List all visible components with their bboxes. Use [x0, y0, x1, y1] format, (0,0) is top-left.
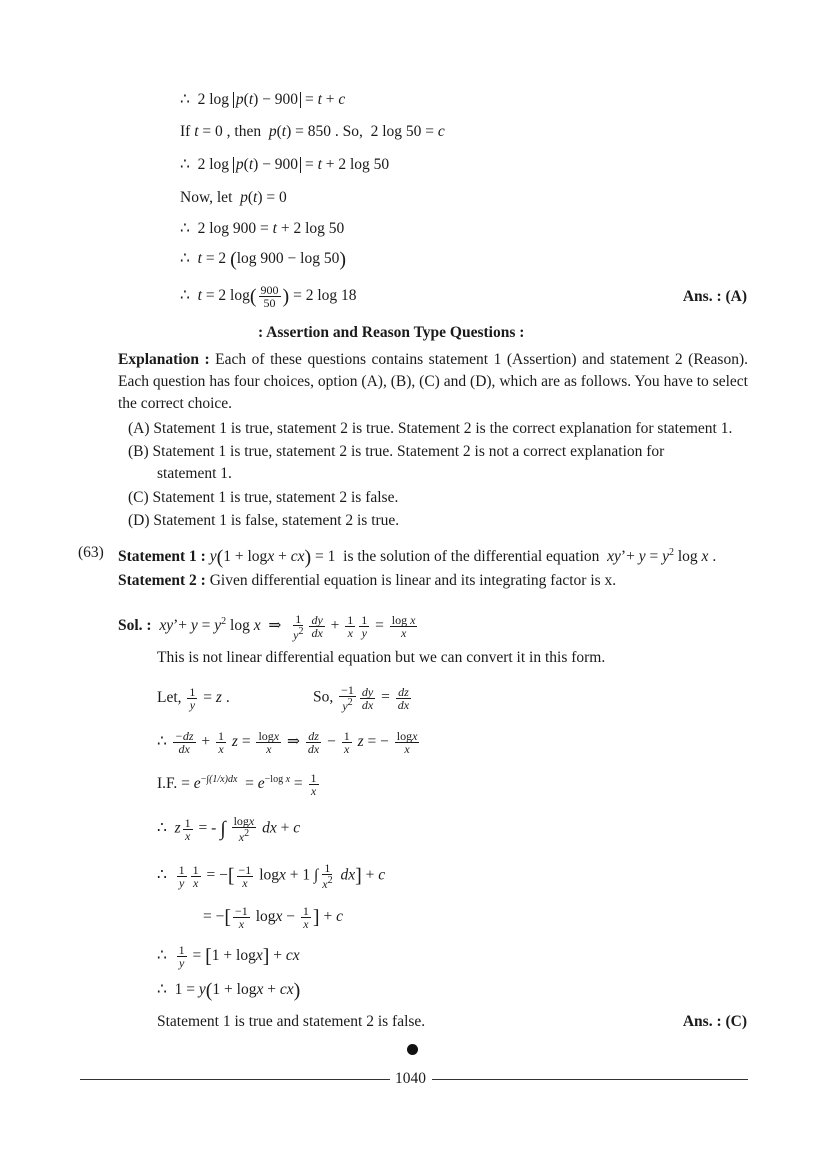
option-d: (D) Statement 1 is false, statement 2 is true. — [128, 512, 400, 529]
question-number: (63) — [78, 544, 104, 561]
statement-2: Statement 2 : Given differential equation is linear and its integrating factor is x. — [118, 572, 617, 589]
integrating-factor-line: I.F. = $e^{-\int(1/x)dx} = e^{-log x}$ = $\frac{1}{x}$ — [157, 771, 317, 799]
footer-rule-left — [80, 1079, 390, 1080]
option-b: (B) Statement 1 is true, statement 2 is true. Statement 2 is not a correct explanation for — [128, 443, 665, 460]
explanation-paragraph — [118, 349, 748, 415]
answer-a: Ans. : (A) — [682, 288, 747, 305]
conclusion: Statement 1 is true and statement 2 is false. — [157, 1013, 426, 1030]
solution-note: This is not linear differential equation but we can convert it in this form. — [157, 649, 606, 666]
statement-1: Statement 1 : y(1 + logx + cx) = 1 is the solution of the differential equation xy’+ $y = y^2$ log x . — [118, 546, 717, 569]
solution-result-2: ∴ 1 = y(1 + logx + cx) — [157, 979, 301, 1002]
option-a: (A) Statement 1 is true, statement 2 is true. Statement 2 is the correct explanation for statement 1. — [128, 420, 733, 437]
footer-rule-right — [432, 1079, 748, 1080]
explanation-text: Each of these questions contains statement 1 (Assertion) and statement 2 (Reason). Each question has four choices, option (A), (B), (C) and (D), which are as follows. You have to select the correct choice. — [118, 351, 748, 412]
substitution-line: Let, $\frac{1}{y}$ = z . — [157, 685, 230, 712]
eq-line-6: ∴ t = 2 (log 900 − log 50) — [180, 248, 347, 271]
eq-line-7: ∴ t = 2 log( $\frac{900}{50}$ ) = 2 log 18 — [180, 283, 357, 310]
eq-line-5: ∴ 2 log 900 = t + 2 log 50 — [180, 220, 345, 237]
linear-form-line: ∴ $\frac{-dz}{dx}$ + $\frac{1}{x}$ z = $\frac{\log x}{x}$ ⇒ $\frac{dz}{dx}$ − $\frac{1}{x}$ z = − $\frac{\log x}{x}$ — [157, 729, 418, 756]
eq-line-4: Now, let p(t) = 0 — [180, 189, 287, 206]
integral-line-1: ∴ z $\frac{1}{x}$ = - ∫ $\frac{\log x}{x^2}$ dx + c — [157, 814, 301, 844]
option-b-cont: statement 1. — [157, 465, 232, 482]
solution-result-1: ∴ $\frac{1}{y}$ = [1 + logx] + cx — [157, 943, 300, 970]
eq-line-2: If t = 0 , then p(t) = 850 . So, 2 log 50 = c — [180, 123, 445, 140]
eq-line-1: ∴ 2 log p(t) − 900 = t + c — [180, 91, 346, 108]
section-heading: : Assertion and Reason Type Questions : — [258, 324, 525, 341]
derivative-line: So, $\frac{-1}{y^2}$ $\frac{dy}{dx}$ = $\frac{dz}{dx}$ — [313, 683, 410, 713]
solution-line-1: Sol. : xy’+ $y = y^2$ log x ⇒ $\frac{1}{y^2}$ $\frac{dy}{dx}$ + $\frac{1}{x}$ $\frac{1}{y}$ = $\frac{\text{log x}}{x}$ — [118, 611, 416, 642]
answer-c: Ans. : (C) — [682, 1013, 747, 1030]
eq-line-3: ∴ 2 log p(t) − 900 = t + 2 log 50 — [180, 156, 390, 173]
option-c: (C) Statement 1 is true, statement 2 is false. — [128, 489, 399, 506]
integral-line-2: ∴ $\frac{1}{y}$ $\frac{1}{x}$ = −[ $\frac{-1}{x}$ logx + 1 ∫ $\frac{1}{x^2}$ dx] + c — [157, 861, 386, 891]
integral-line-3: = −[ $\frac{-1}{x}$ logx − $\frac{1}{x}$ ] + c — [203, 904, 343, 931]
page-number: 1040 — [395, 1070, 426, 1087]
page-dot — [407, 1044, 418, 1055]
explanation-label: Explanation : — [118, 351, 210, 368]
